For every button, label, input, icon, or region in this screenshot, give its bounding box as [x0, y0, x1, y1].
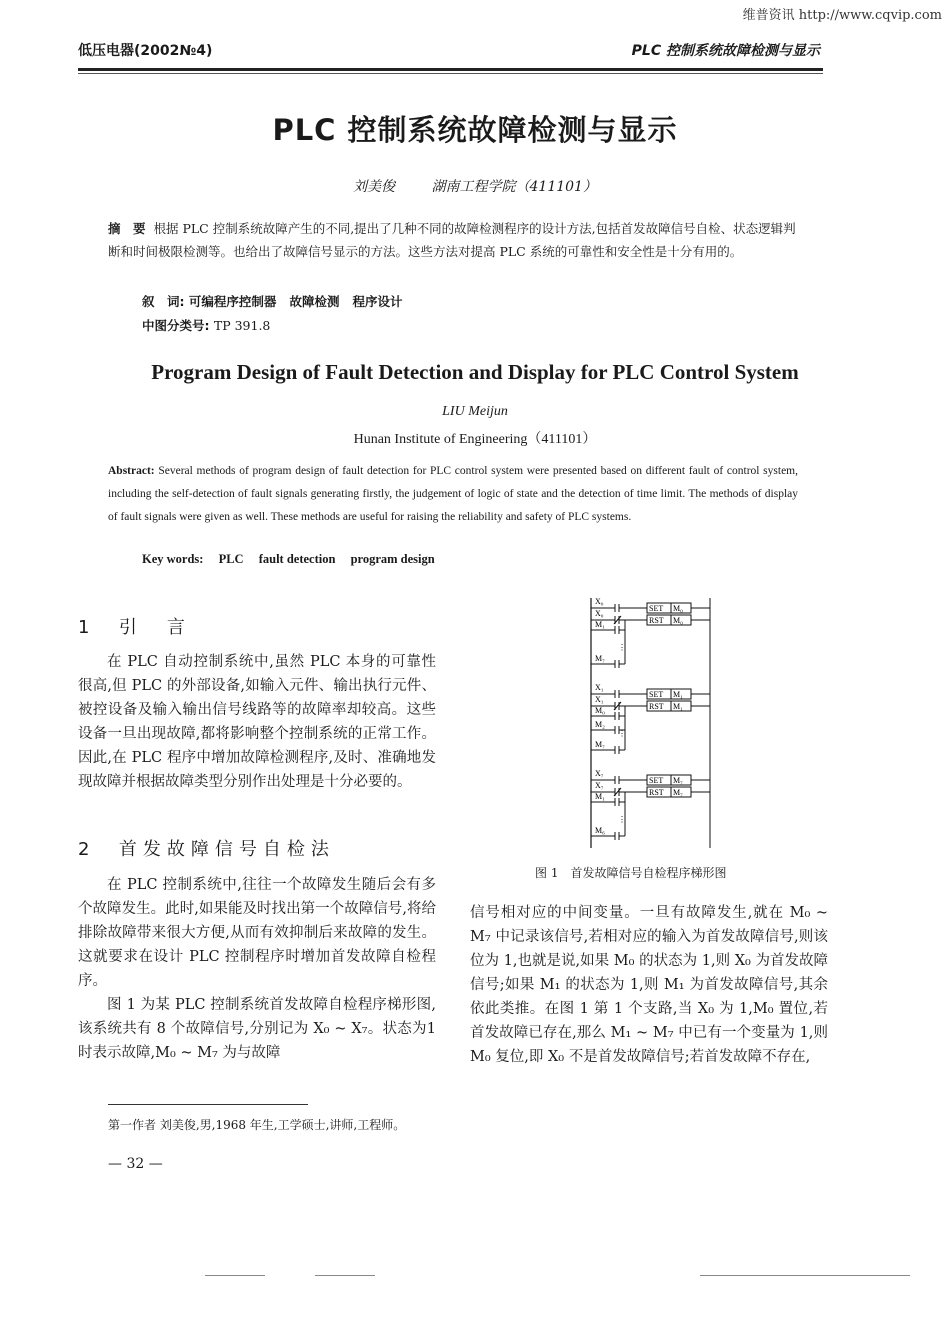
keywords-cn — [142, 292, 403, 310]
contact-label: X₇ — [595, 769, 604, 778]
chain-label: M₇ — [595, 740, 605, 749]
keywords-en — [142, 552, 447, 567]
section2-heading — [78, 835, 335, 861]
scan-line — [315, 1275, 375, 1276]
abstract-en-text: Several methods of program design of fault detection for PLC control system were presented based on different fault of control system, including the self-detection of fault signals generating firstly, the judgement of logic of state and the detection of time limit. The methods of display of fault signals were given as well. These methods are useful for raising the reliability and safety of PLC systems. — [108, 465, 798, 523]
keywords-en-label: Key words: — [142, 552, 204, 566]
paragraph: 在 PLC 自动控制系统中,虽然 PLC 本身的可靠性很高,但 PLC 的外部设备,如输入元件、输出执行元件、被控设备及输入输出信号线路等的故障率却较高。这些设备一旦出现故障,都将影响整个控制系统的正常工作。因此,在 PLC 程序中增加故障检测程序,及时、准确地发现故障并根据故障类型分别作出处理是十分必要的。 — [78, 654, 436, 790]
ladder-diagram — [585, 596, 720, 852]
keyword-cn: 故障检测 — [289, 294, 340, 309]
chain-label: M₀ — [595, 706, 605, 715]
set-label: SET — [649, 776, 664, 785]
contact-label: X₀ — [595, 597, 604, 606]
chain-label: M₆ — [595, 826, 605, 835]
section1-heading — [78, 613, 191, 639]
keyword-en: program design — [350, 552, 435, 566]
keyword-en: fault detection — [258, 552, 336, 566]
rst-label: RST — [649, 616, 664, 625]
figure1-caption: 图 1 首发故障信号自检程序梯形图 — [535, 866, 727, 880]
abstract-cn-label: 摘 要 — [108, 221, 146, 236]
title-cn: PLC 控制系统故障检测与显示 — [272, 113, 678, 147]
author-affiliation-cn: 湖南工程学院（411101） — [431, 179, 597, 195]
classification-label: 中图分类号: — [142, 318, 210, 333]
paragraph: 信号相对应的中间变量。一旦有故障发生,就在 M₀ ~ M₇ 中记录该信号,若相对应的输入为首发故障信号,则该位为 1,也就是说,如果 M₀ 的状态为 1,则 X₀ 为首发故障信号;如果 M₁ 的状态为 1,则 M₁ 为首发故障信号,其余依此类推。在图 1 第 1 个支路,当 X₀ 为 1,M₀ 置位,若首发故障已存在,那么 M₁ ~ M₇ 中已有一个变量为 1,则 M₀ 复位,即 X₀ 不是首发故障信号;若首发故障不存在, — [470, 905, 828, 1065]
classification-value: TP 391.8 — [213, 318, 271, 333]
chain-label: M₁ — [595, 792, 605, 801]
chain-label: M₁ — [595, 620, 605, 629]
coil-label: M₇ — [673, 776, 683, 785]
chain-ellipsis: ⋮ — [618, 815, 626, 824]
header-rule — [78, 68, 823, 71]
footnote: 第一作者 刘美俊,男,1968 年生,工学硕士,讲师,工程师。 — [108, 1118, 406, 1132]
chain-label: M₂ — [595, 720, 605, 729]
author-cn — [0, 176, 950, 196]
right-column-body — [470, 901, 828, 1069]
contact-label: X₁ — [595, 695, 604, 704]
set-label: SET — [649, 604, 664, 613]
keyword-en: PLC — [218, 552, 244, 566]
paragraph: 图 1 为某 PLC 控制系统首发故障自检程序梯形图,该系统共有 8 个故障信号,分别记为 X₀ ~ X₇。状态为1时表示故障,M₀ ~ M₇ 为与故障 — [78, 997, 436, 1061]
institute-en: Hunan Institute of Engineering（411101） — [353, 432, 597, 447]
title-en: Program Design of Fault Detection and Display for PLC Control System — [151, 360, 799, 384]
page-number: — 32 — — [108, 1156, 163, 1172]
contact-label: X₇ — [595, 781, 604, 790]
keywords-cn-label: 叙 词: — [142, 294, 185, 309]
contact-label: X₁ — [595, 683, 604, 692]
section2-title: 首发故障信号自检法 — [118, 839, 335, 860]
abstract-en-label: Abstract: — [108, 465, 155, 477]
author-en: LIU Meijun — [442, 404, 508, 419]
section1-body — [78, 650, 436, 794]
chain-label: M₇ — [595, 654, 605, 663]
classification — [142, 316, 270, 334]
paragraph: 在 PLC 控制系统中,往往一个故障发生随后会有多个故障发生。此时,如果能及时找出第一个故障信号,将给排除故障带来很大方便,从而有效抑制后来故障的发生。这就要求在设计 PLC 控制程序时增加首发故障自检程序。 — [78, 877, 436, 989]
chain-ellipsis: ⋮ — [618, 729, 626, 738]
set-label: SET — [649, 690, 664, 699]
watermark: 维普资讯 http://www.cqvip.com — [742, 8, 942, 23]
journal-header: 低压电器(2002№4) — [78, 43, 213, 59]
running-title: PLC 控制系统故障检测与显示 — [631, 43, 820, 59]
coil-label: M₁ — [673, 702, 683, 711]
scan-line — [205, 1275, 265, 1276]
section1-title: 引 言 — [118, 617, 191, 638]
scan-line — [700, 1275, 910, 1276]
section1-number: 1 — [78, 617, 96, 638]
coil-label: M₁ — [673, 690, 683, 699]
coil-label: M₇ — [673, 788, 683, 797]
section2-body — [78, 873, 436, 1065]
contact-label: X₀ — [595, 609, 604, 618]
keyword-cn: 可编程序控制器 — [188, 294, 277, 309]
chain-ellipsis: ⋮ — [618, 643, 626, 652]
abstract-cn-text: 根据 PLC 控制系统故障产生的不同,提出了几种不同的故障检测程序的设计方法,包括首发故障信号自检、状态逻辑判断和时间极限检测等。也给出了故障信号显示的方法。这些方法对提高 PLC 系统的可靠性和安全性是十分有用的。 — [108, 221, 796, 259]
rst-label: RST — [649, 702, 664, 711]
footnote-rule — [108, 1104, 308, 1105]
author-name-cn: 刘美俊 — [353, 179, 396, 195]
section2-number: 2 — [78, 839, 96, 860]
header-rule-thin — [78, 73, 823, 74]
rst-label: RST — [649, 788, 664, 797]
keyword-cn: 程序设计 — [352, 294, 403, 309]
coil-label: M₀ — [673, 604, 683, 613]
abstract-en — [108, 460, 798, 529]
coil-label: M₀ — [673, 616, 683, 625]
abstract-cn — [108, 217, 798, 263]
